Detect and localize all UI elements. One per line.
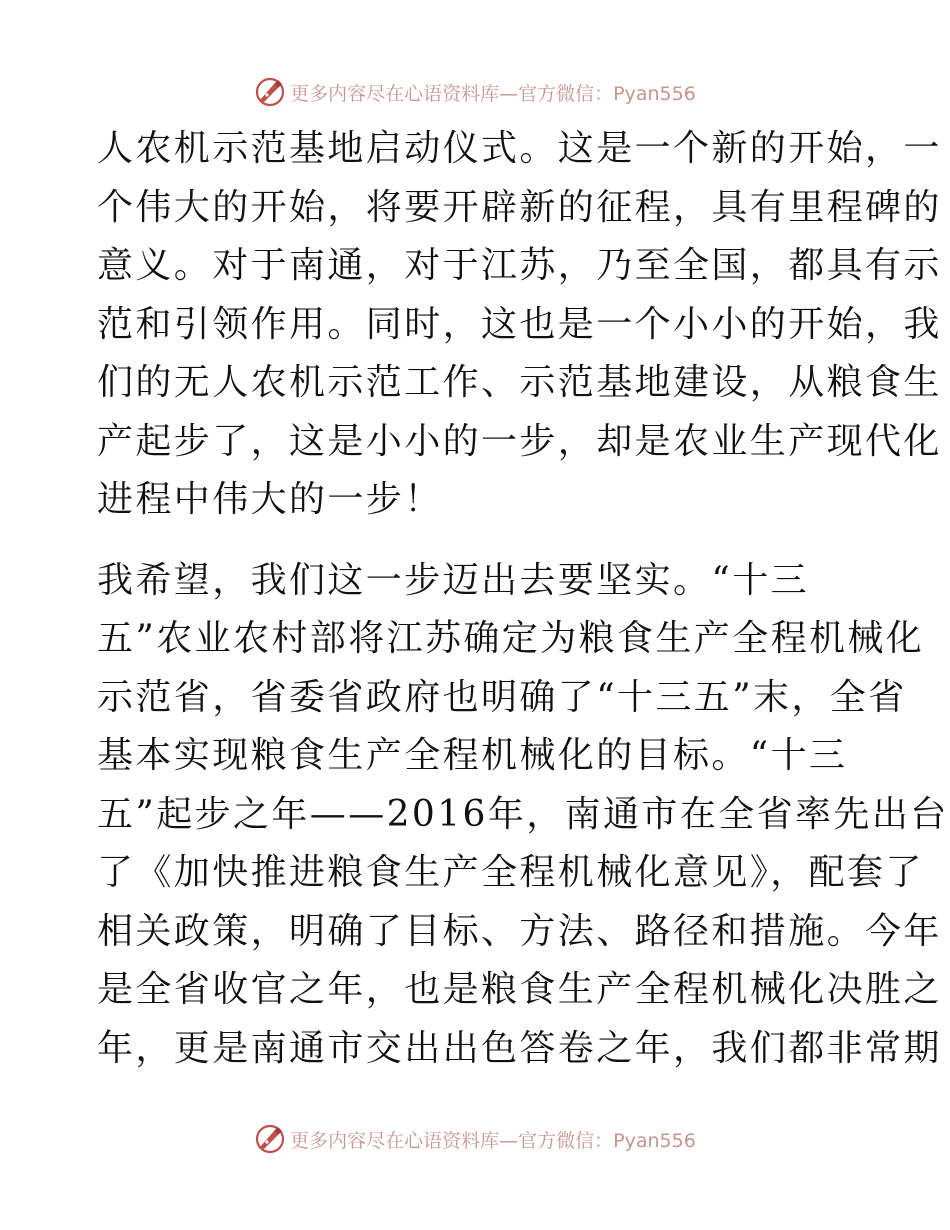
text-line: 五”起步之年——2016年，南通市在全省率先出台 [97, 793, 949, 835]
text-line: 了《加快推进粮食生产全程机械化意见》，配套了 [97, 852, 924, 893]
watermark-footer [0, 1119, 950, 1159]
pen-logo-icon [254, 1123, 286, 1155]
paragraph-2 [97, 552, 949, 1079]
text-line: 个伟大的开始，将要开辟新的征程，具有里程碑的 [97, 186, 942, 228]
text-line: 年，更是南通市交出出色答卷之年，我们都非常期 [97, 1027, 942, 1069]
text-line: 五”农业农村部将江苏确定为粮食生产全程机械化 [97, 618, 925, 659]
text-line: 是全省收官之年，也是粮食生产全程机械化决胜之 [97, 969, 942, 1010]
pen-logo-icon [254, 76, 286, 108]
text-line: 基本实现粮食生产全程机械化的目标。“十三 [97, 735, 848, 776]
watermark-text: 更多内容尽在心语资料库—官方微信：Pyan556 [290, 82, 696, 105]
paragraph-1 [97, 120, 942, 530]
text-line: 意义。对于南通，对于江苏，乃至全国，都具有示 [97, 245, 942, 286]
text-line: 相关政策，明确了目标、方法、路径和措施。今年 [97, 910, 942, 952]
text-line: 我希望，我们这一步迈出去要坚实。“十三 [97, 559, 810, 601]
watermark-text: 更多内容尽在心语资料库—官方微信：Pyan556 [290, 1129, 696, 1152]
document-body [97, 120, 949, 1078]
text-line: 示范省，省委省政府也明确了“十三五”末，全省 [97, 676, 907, 718]
text-line: 进程中伟大的一步！ [97, 479, 443, 520]
watermark-header [0, 72, 950, 112]
text-line: 范和引领作用。同时，这也是一个小小的开始，我 [97, 303, 942, 345]
text-line: 们的无人农机示范工作、示范基地建设，从粮食生 [97, 362, 942, 403]
text-line: 产起步了，这是小小的一步，却是农业生产现代化 [97, 420, 942, 462]
text-line: 人农机示范基地启动仪式。这是一个新的开始，一 [97, 128, 942, 169]
